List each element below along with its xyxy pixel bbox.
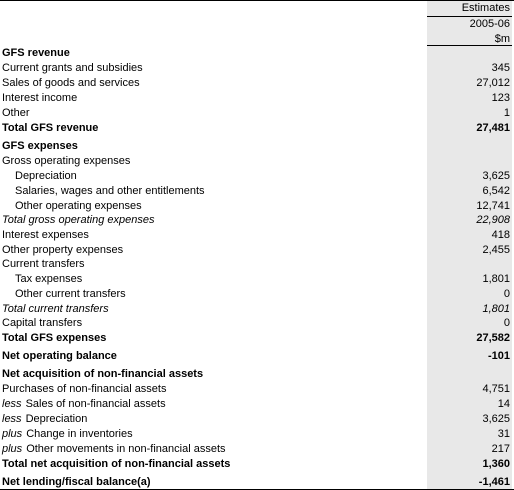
row-label: Total net acquisition of non-financial assets [2,458,231,470]
row-label: Interest income [2,92,78,104]
row-label: Salaries, wages and other entitlements [15,185,205,197]
row-label: Current transfers [2,258,85,270]
row-value: 2,455 [482,244,510,256]
row-value: 12,741 [476,200,510,212]
row-label-text: Depreciation [25,413,88,425]
row-label [2,427,133,442]
row-value: 27,481 [476,122,510,134]
row-label: Interest expenses [2,229,89,241]
row-value: 3,625 [482,170,510,182]
table-row [0,228,514,243]
row-label: Other property expenses [2,244,124,256]
table-row [0,412,514,427]
row-value: 31 [497,428,510,440]
row-prefix: plus [2,428,23,440]
row-label: GFS expenses [2,140,78,152]
row-label: Other current transfers [15,288,126,300]
row-value: 1 [503,107,510,119]
row-value: 1,360 [482,458,510,470]
header-year: 2005-06 [469,18,510,30]
row-label: Capital transfers [2,317,83,329]
header-unit: $m [494,33,510,45]
table-row [0,427,514,442]
row-label: Gross operating expenses [2,155,131,167]
row-value: 3,625 [482,413,510,425]
header-estimates: Estimates [461,2,510,14]
row-label: Current grants and subsidies [2,62,143,74]
row-prefix: plus [2,443,23,455]
table-row [0,61,514,76]
row-label: Tax expenses [15,273,83,285]
row-value: 217 [491,443,510,455]
table-row [0,316,514,331]
total-row [0,457,514,472]
row-label: Total current transfers [2,303,109,315]
table-row [0,382,514,397]
total-row [0,331,514,346]
row-value: 1,801 [482,303,510,315]
row-value: 22,908 [476,214,510,226]
net-lending-row [0,475,514,490]
row-label: Net acquisition of non-financial assets [2,368,204,380]
net-operating-balance-row [0,349,514,364]
table-row [0,199,514,214]
table-row [0,272,514,287]
row-label-text: Other movements in non-financial assets [26,443,226,455]
row-value: 27,012 [476,77,510,89]
row-label: Other operating expenses [15,200,142,212]
section-gfs-revenue [0,46,514,61]
column-header [427,1,512,16]
row-label: Net lending/fiscal balance(a) [2,476,151,488]
row-prefix: less [2,413,22,425]
section-gfs-expenses [0,139,514,154]
subtotal-row [0,302,514,317]
row-label-text: Sales of non-financial assets [25,398,166,410]
row-label: Net operating balance [2,350,117,362]
subsection-row [0,257,514,272]
row-value: 345 [491,62,510,74]
table-row [0,91,514,106]
row-prefix: less [2,398,22,410]
table-row [0,397,514,412]
row-label [2,412,87,427]
section-net-acquisition [0,367,514,382]
subsection-row [0,154,514,169]
row-label: Purchases of non-financial assets [2,383,167,395]
table-row [0,184,514,199]
row-value: 0 [503,288,510,300]
row-label: Sales of goods and services [2,77,140,89]
row-value: 418 [491,229,510,241]
row-label: Total GFS revenue [2,122,99,134]
row-value: 0 [503,317,510,329]
row-label [2,397,166,412]
row-value: 123 [491,92,510,104]
row-label: GFS revenue [2,47,70,59]
table-row [0,287,514,302]
row-value: 1,801 [482,273,510,285]
row-value: 6,542 [482,185,510,197]
row-label [2,442,226,457]
row-value: -101 [487,350,510,362]
row-label: Depreciation [15,170,77,182]
row-label: Other [2,107,30,119]
subtotal-row [0,213,514,228]
table-row [0,442,514,457]
row-label: Total GFS expenses [2,332,107,344]
row-value: -1,461 [478,476,510,488]
row-value: 27,582 [476,332,510,344]
row-label: Total gross operating expenses [2,214,155,226]
column-header-years [427,17,512,47]
row-value: 14 [497,398,510,410]
total-row [0,121,514,136]
row-value: 4,751 [482,383,510,395]
table-row [0,76,514,91]
table-row [0,169,514,184]
table-row [0,243,514,258]
table-row [0,106,514,121]
row-label-text: Change in inventories [26,428,133,440]
